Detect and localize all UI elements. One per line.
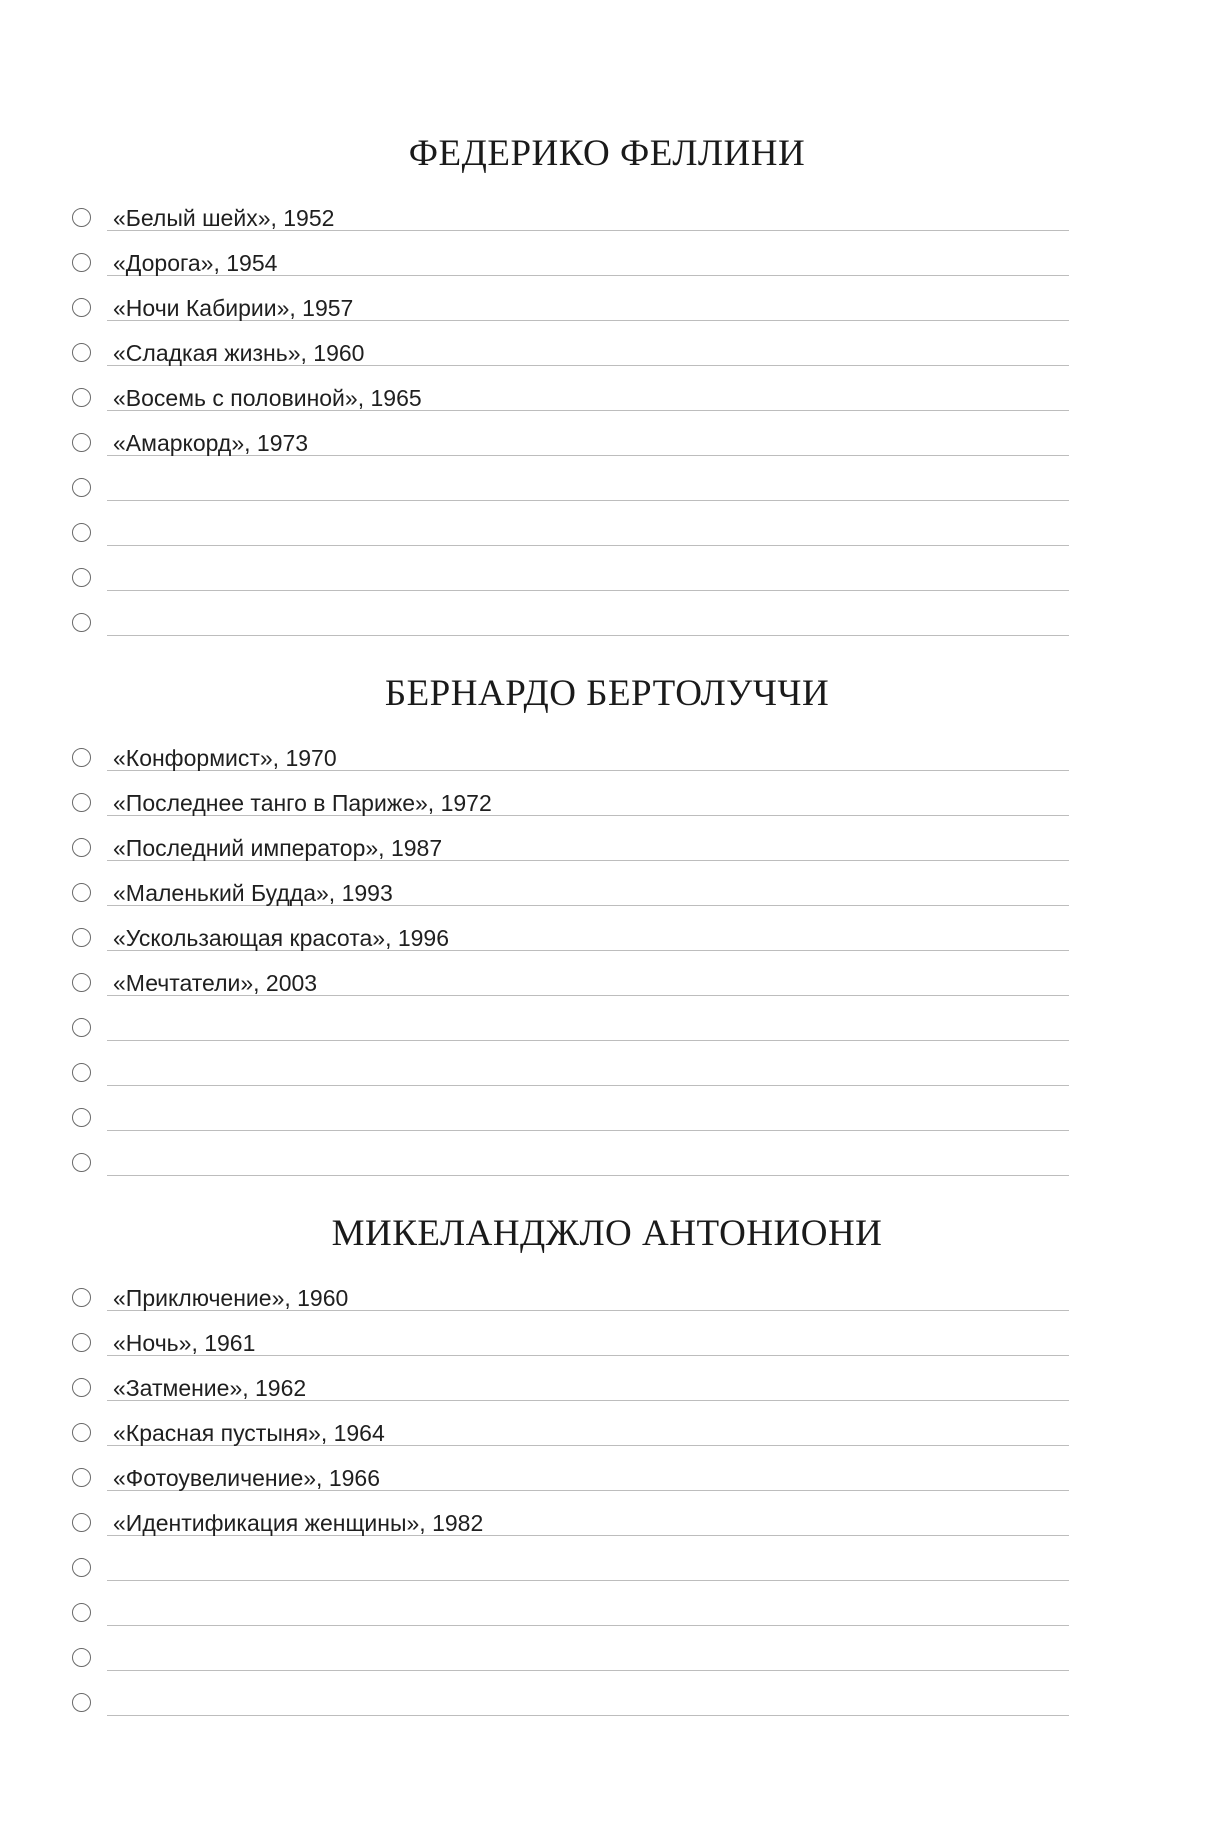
checkbox-circle[interactable] [72,568,91,587]
section-title: МИКЕЛАНДЖЛО АНТОНИОНИ [331,1213,883,1254]
writing-line [107,1715,1069,1716]
checkbox-circle[interactable] [72,298,91,317]
writing-line [107,1085,1069,1086]
list-item [0,513,1214,558]
checkbox-circle[interactable] [72,748,91,767]
writing-line [107,635,1069,636]
list-item [0,1458,1214,1503]
checkbox-circle[interactable] [72,883,91,902]
film-title: «Ночи Кабирии», 1957 [113,295,354,321]
film-list [0,198,1214,648]
film-title: «Восемь с половиной», 1965 [113,385,422,411]
list-item [0,468,1214,513]
checkbox-circle[interactable] [72,1603,91,1622]
writing-line [107,1670,1069,1671]
checkbox-circle[interactable] [72,1558,91,1577]
writing-line [107,1040,1069,1041]
checkbox-circle[interactable] [72,208,91,227]
section-title: БЕРНАРДО БЕРТОЛУЧЧИ [384,673,830,714]
checkbox-circle[interactable] [72,1423,91,1442]
writing-line [107,1625,1069,1626]
checkbox-circle[interactable] [72,1468,91,1487]
list-item [0,738,1214,783]
film-title: «Затмение», 1962 [113,1375,307,1401]
list-item [0,603,1214,648]
list-item [0,1503,1214,1548]
checkbox-circle[interactable] [72,433,91,452]
list-item [0,378,1214,423]
writing-line [107,1175,1069,1176]
film-title: «Последний император», 1987 [113,835,443,861]
list-item [0,288,1214,333]
list-item [0,1593,1214,1638]
checkbox-circle[interactable] [72,1288,91,1307]
film-title: «Приключение», 1960 [113,1285,349,1311]
checkbox-circle[interactable] [72,1018,91,1037]
checkbox-circle[interactable] [72,793,91,812]
list-item [0,1098,1214,1143]
film-list [0,1278,1214,1728]
film-title: «Маленький Будда», 1993 [113,880,393,906]
checkbox-circle[interactable] [72,253,91,272]
list-item [0,963,1214,1008]
film-list [0,738,1214,1188]
list-item [0,1008,1214,1053]
list-item [0,873,1214,918]
checkbox-circle[interactable] [72,1378,91,1397]
writing-line [107,545,1069,546]
checkbox-circle[interactable] [72,973,91,992]
section-title: ФЕДЕРИКО ФЕЛЛИНИ [408,133,806,174]
list-item [0,1638,1214,1683]
film-title: «Идентификация женщины», 1982 [113,1510,484,1536]
list-item [0,1413,1214,1458]
writing-line [107,1130,1069,1131]
list-item [0,783,1214,828]
checkbox-circle[interactable] [72,928,91,947]
checkbox-circle[interactable] [72,1063,91,1082]
list-item [0,1278,1214,1323]
writing-line [107,1580,1069,1581]
checkbox-circle[interactable] [72,1648,91,1667]
film-title: «Сладкая жизнь», 1960 [113,340,365,366]
list-item [0,918,1214,963]
checkbox-circle[interactable] [72,613,91,632]
list-item [0,828,1214,873]
checkbox-circle[interactable] [72,1153,91,1172]
list-item [0,1143,1214,1188]
list-item [0,243,1214,288]
list-item [0,423,1214,468]
film-title: «Белый шейх», 1952 [113,205,335,231]
checkbox-circle[interactable] [72,523,91,542]
film-title: «Последнее танго в Париже», 1972 [113,790,492,816]
checkbox-circle[interactable] [72,478,91,497]
list-item [0,1548,1214,1593]
list-item [0,198,1214,243]
film-title: «Красная пустыня», 1964 [113,1420,385,1446]
film-title: «Амаркорд», 1973 [113,430,309,456]
checkbox-circle[interactable] [72,1108,91,1127]
film-title: «Ускользающая красота», 1996 [113,925,450,951]
checkbox-circle[interactable] [72,343,91,362]
list-item [0,1683,1214,1728]
checkbox-circle[interactable] [72,1333,91,1352]
film-title: «Фотоувеличение», 1966 [113,1465,380,1491]
film-title: «Конформист», 1970 [113,745,337,771]
checkbox-circle[interactable] [72,838,91,857]
list-item [0,1053,1214,1098]
list-item [0,333,1214,378]
list-item [0,1323,1214,1368]
checkbox-circle[interactable] [72,388,91,407]
writing-line [107,590,1069,591]
film-title: «Мечтатели», 2003 [113,970,318,996]
film-title: «Дорога», 1954 [113,250,278,276]
list-item [0,1368,1214,1413]
film-title: «Ночь», 1961 [113,1330,256,1356]
writing-line [107,500,1069,501]
checkbox-circle[interactable] [72,1513,91,1532]
list-item [0,558,1214,603]
checkbox-circle[interactable] [72,1693,91,1712]
